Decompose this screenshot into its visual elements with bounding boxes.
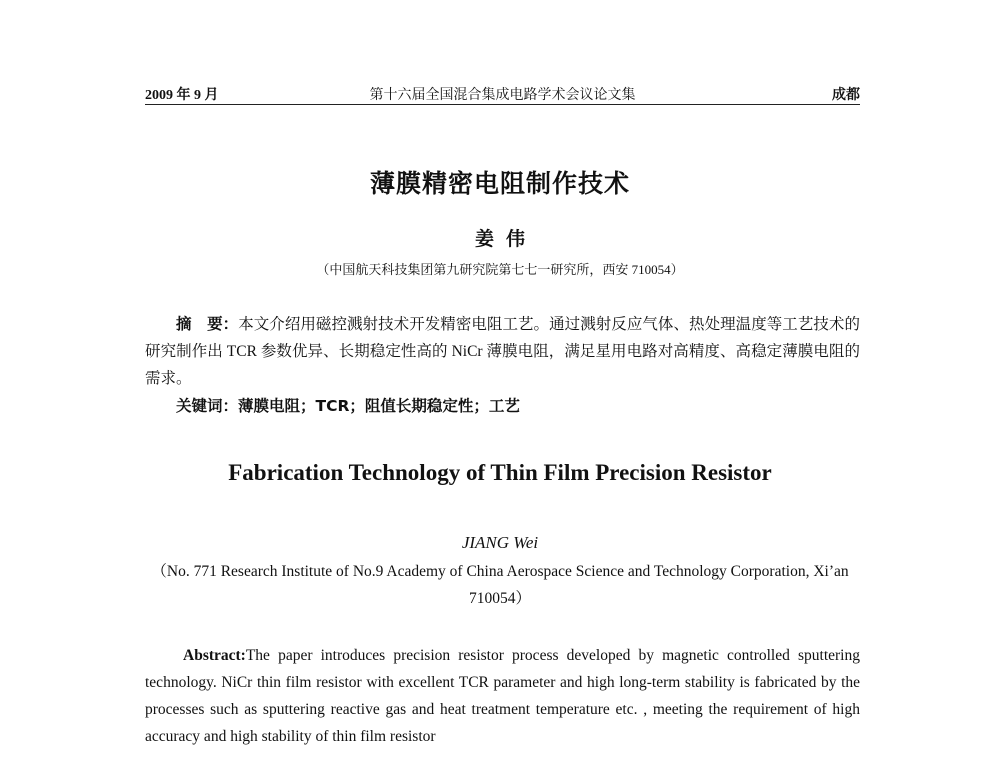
header-date: 2009 年 9 月 xyxy=(145,88,219,103)
chinese-title: 薄膜精密电阻制作技术 xyxy=(369,169,630,198)
english-author: JIANG Wei xyxy=(461,533,539,552)
english-affiliation: （No. 771 Research Institute of No.9 Academy of China Aerospace Science and Technology Corporation, Xi’an 710054） xyxy=(151,563,849,607)
english-title: Fabrication Technology of Thin Film Precision Resistor xyxy=(228,460,772,485)
chinese-abstract-text: 本文介绍用磁控溅射技术开发精密电阻工艺。通过溅射反应气体、热处理温度等工艺技术的研究制作出 TCR 参数优异、长期稳定性高的 NiCr 薄膜电阻，满足星用电路对高精度、高稳定薄膜电阻的需求。 xyxy=(145,316,860,387)
chinese-affiliation: （中国航天科技集团第九研究院第七七一研究所，西安 710054） xyxy=(316,262,684,277)
english-abstract-label: Abstract: xyxy=(183,647,246,664)
running-header xyxy=(145,84,860,104)
header-location: 成都 xyxy=(832,88,860,103)
chinese-abstract-label: 摘 要： xyxy=(176,315,239,333)
chinese-abstract xyxy=(145,311,860,392)
english-abstract-text: The paper introduces precision resistor process developed by magnetic controlled sputtering technology. NiCr thin film resistor with excellent TCR parameter and high long-term stability is fabricated by the processes such as sputtering reactive gas and heat treatment temperature etc. , meeting the requirement of high accuracy and high stability of thin film resistor xyxy=(145,647,860,745)
header-proceedings-title: 第十六届全国混合集成电路学术会议论文集 xyxy=(369,88,636,103)
chinese-keywords-label: 关键词： xyxy=(176,397,239,415)
chinese-author: 姜伟 xyxy=(474,229,537,250)
header-rule xyxy=(145,104,860,105)
chinese-keywords xyxy=(176,394,860,416)
chinese-keywords-text: 薄膜电阻；TCR；阻值长期稳定性；工艺 xyxy=(238,397,520,415)
english-abstract xyxy=(145,642,860,750)
